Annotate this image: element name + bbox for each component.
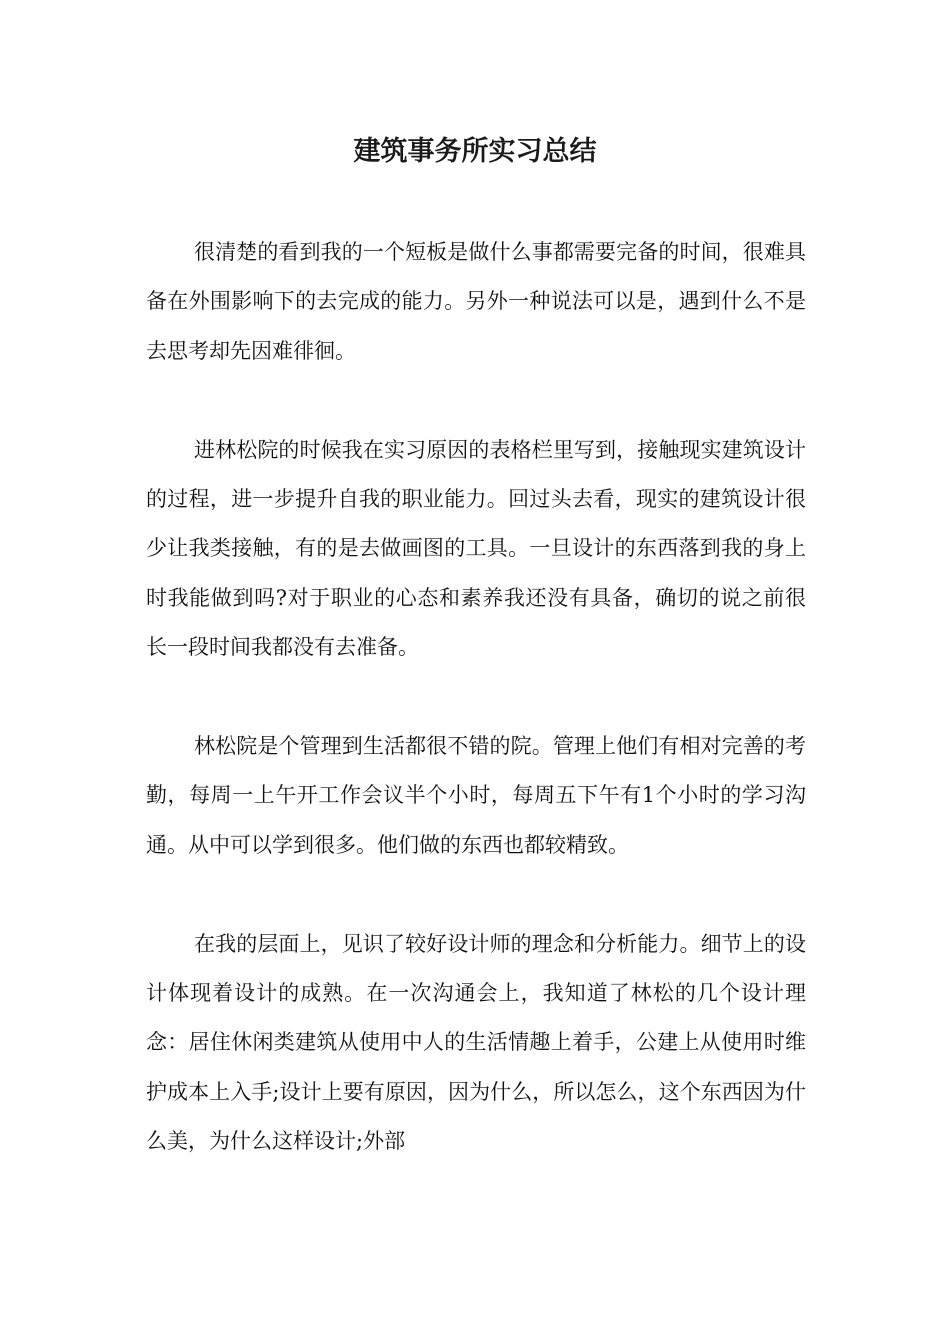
document-body	[146, 228, 806, 1216]
document-title: 建筑事务所实习总结	[353, 136, 597, 167]
paragraph-1: 很清楚的看到我的一个短板是做什么事都需要完备的时间，很难具备在外围影响下的去完成的能力。另外一种说法可以是，遇到什么不是去思考却先因难徘徊。	[146, 240, 806, 363]
paragraph-4: 在我的层面上，见识了较好设计师的理念和分析能力。细节上的设计体现着设计的成熟。在一次沟通会上，我知道了林松的几个设计理念：居住休闲类建筑从使用中人的生活情趣上着手，公建上从使用时维护成本上入手;设计上要有原因，因为什么，所以怎么，这个东西因为什么美，为什么这样设计;外部	[146, 931, 806, 1154]
paragraph-2: 进林松院的时候我在实习原因的表格栏里写到，接触现实建筑设计的过程，进一步提升自我的职业能力。回过头去看，现实的建筑设计很少让我类接触，有的是去做画图的工具。一旦设计的东西落到我的身上时我能做到吗?对于职业的心态和素养我还没有具备，确切的说之前很长一段时间我都没有去准备。	[146, 437, 806, 660]
paragraph-3: 林松院是个管理到生活都很不错的院。管理上他们有相对完善的考勤，每周一上午开工作会议半个小时，每周五下午有1个小时的学习沟通。从中可以学到很多。他们做的东西也都较精致。	[146, 734, 806, 857]
